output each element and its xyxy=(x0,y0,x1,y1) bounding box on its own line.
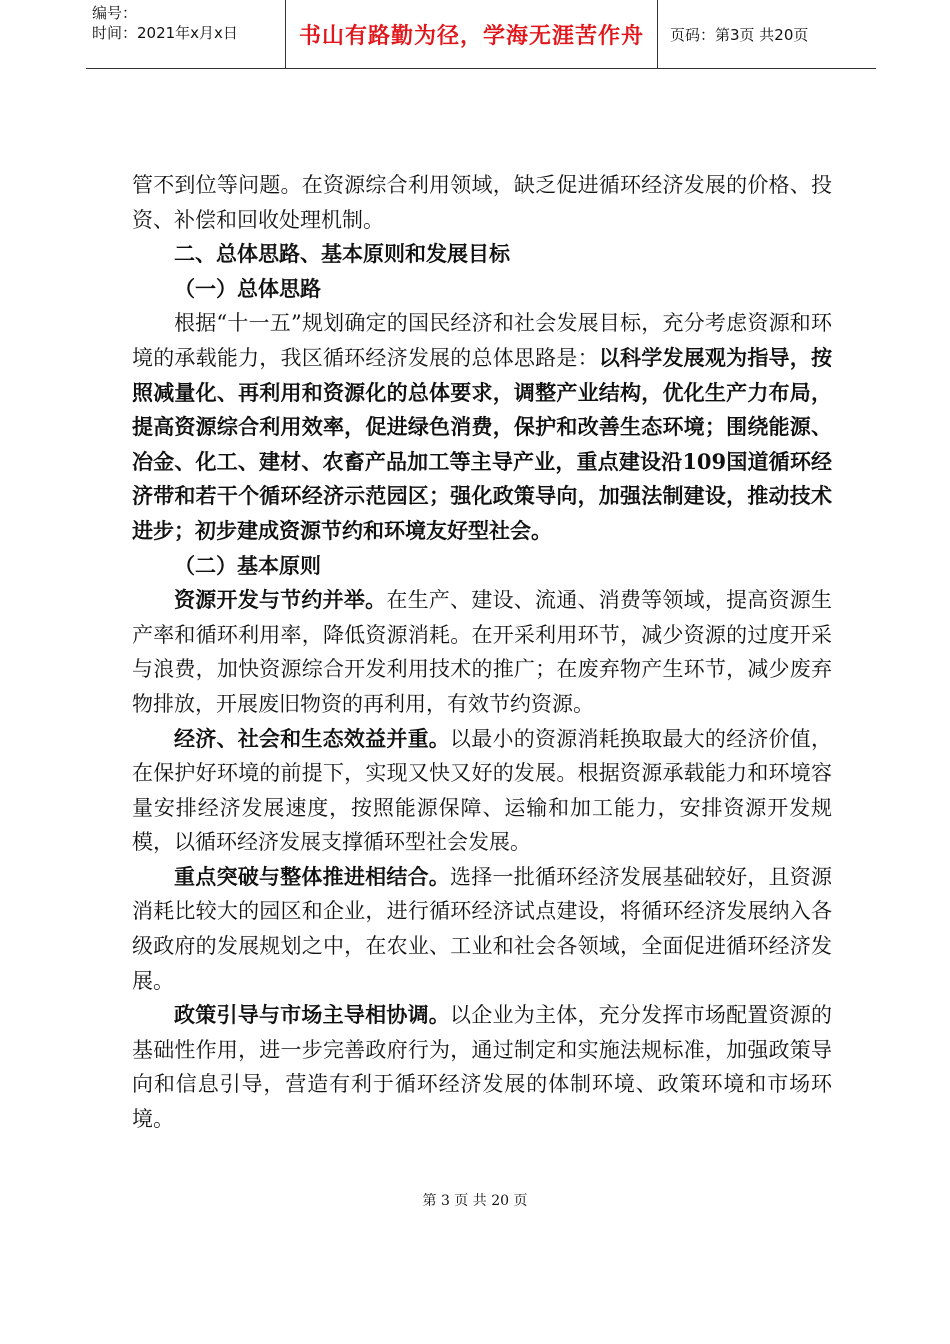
principle-paragraph-1 xyxy=(132,583,832,721)
header-page-number: 页码：第3页 共20页 xyxy=(670,25,809,44)
header-meta xyxy=(86,0,285,68)
principle-text: 以最小的资源消耗换取最大的经济价值，在保护好环境的前提下，实现又快又好的发展。根据资源承载能力和环境容量安排经济发展速度，按照能源保障、运输和加工能力，安排资源开发规模，以循环经济发展支撑循环型社会发展。 xyxy=(132,726,833,855)
principle-title: 重点突破与整体推进相结合。 xyxy=(174,863,451,889)
document-number-label: 编号： xyxy=(92,4,138,22)
principle-paragraph-3 xyxy=(132,860,832,998)
principle-paragraph-4 xyxy=(132,998,832,1136)
paragraph-text: 根据“十一五”规划确定的国民经济和社会发展目标，充分考虑资源和环境的承载能力，我区循环经济发展的总体思路是： xyxy=(132,311,832,370)
principle-text: 以企业为主体，充分发挥市场配置资源的基础性作用，进一步完善政府行为，通过制定和实施法规标准，加强政策导向和信息引导，营造有利于循环经济发展的体制环境、政策环境和市场环境。 xyxy=(132,1003,833,1132)
paragraph-emphasis: 以科学发展观为指导，按照减量化、再利用和资源化的总体要求，调整产业结构，优化生产力布局，提高资源综合利用效率，促进绿色消费，保护和改善生态环境；围绕能源、冶金、化工、建材、农畜产品加工等主导产业，重点建设沿109国道循环经济带和若干个循环经济示范园区；强化政策导向，加强法制建设，推动技术进步；初步建成资源节约和环境友好型社会。 xyxy=(132,344,832,543)
document-date-label: 时间：2021年x月x日 xyxy=(92,24,238,42)
page-footer: 第 3 页 共 20 页 xyxy=(422,1193,528,1209)
paragraph-general-idea xyxy=(132,306,832,548)
principle-text: 选择一批循环经济发展基础较好，且资源消耗比较大的园区和企业，进行循环经济试点建设，将循环经济发展纳入各级政府的发展规划之中，在农业、工业和社会各领域，全面促进循环经济发展。 xyxy=(132,864,833,993)
principle-paragraph-2 xyxy=(132,722,832,860)
principle-title: 资源开发与节约并举。 xyxy=(174,587,387,613)
principle-title: 经济、社会和生态效益并重。 xyxy=(174,725,451,751)
page-header xyxy=(86,0,876,69)
section-heading: 二、总体思路、基本原则和发展目标 xyxy=(174,241,510,267)
paragraph-continued: 管不到位等问题。在资源综合利用领域，缺乏促进循环经济发展的价格、投资、补偿和回收处理机制。 xyxy=(132,173,832,232)
header-motto: 书山有路勤为径，学海无涯苦作舟 xyxy=(285,0,658,68)
principle-title: 政策引导与市场主导相协调。 xyxy=(174,1002,451,1028)
subsection-heading-principles: （二）基本原则 xyxy=(174,552,321,578)
principle-text: 在生产、建设、流通、消费等领域，提高资源生产率和循环利用率，降低资源消耗。在开采利用环节，减少资源的过度开采与浪费，加快资源综合开发利用技术的推广；在废弃物产生环节，减少废弃物排放，开展废旧物资的再利用，有效节约资源。 xyxy=(132,588,833,716)
subsection-heading-general-idea: （一）总体思路 xyxy=(174,275,321,301)
document-body xyxy=(132,168,832,1137)
